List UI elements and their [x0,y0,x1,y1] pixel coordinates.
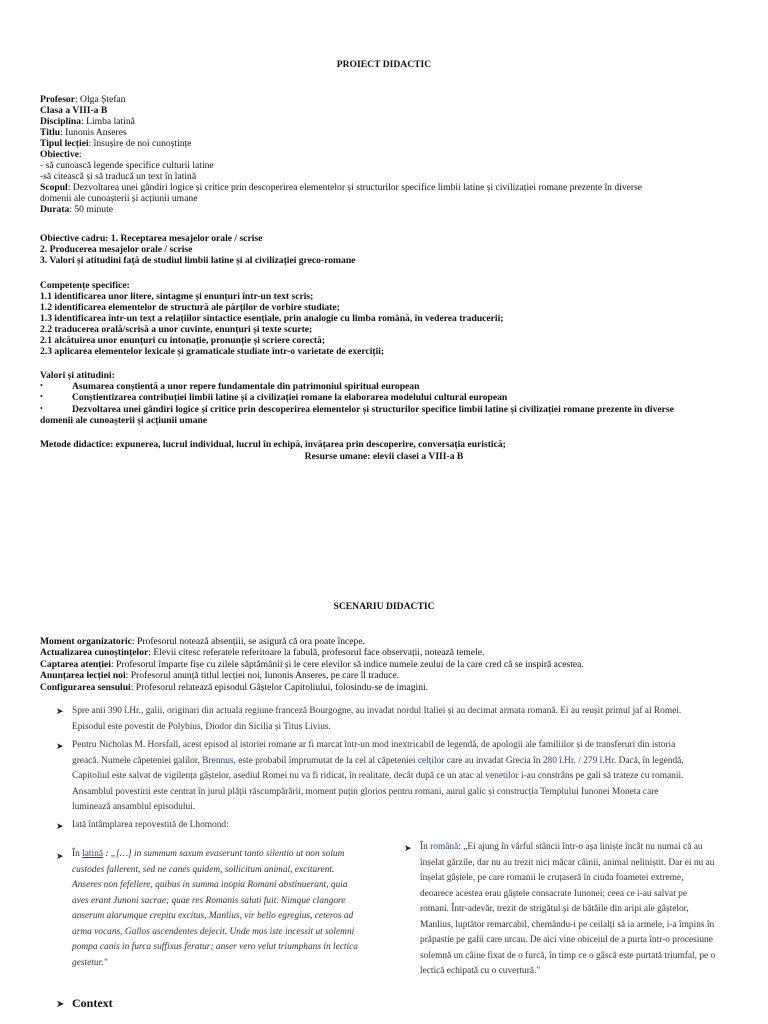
arrow-bullet-icon: ➤ [56,741,64,751]
romana-line: Manlius, luptător remarcabil, chemându-i pe ceilalți să ia armele, i-a împins în [420,919,715,930]
romana-line: În română: „Ei ajung în vârful stâncii într-o așa liniște încât nu numai că au [420,842,703,852]
paragraph-lhomond: Iată întâmplarea repovestită de Lhomond: [72,820,229,830]
obiective-cadru-line: 2. Producerea mesajelor orale / scrise [40,244,193,255]
latin-line: pompa canis in furca suffixus feratur; anser vero velut triumphans in lectica [72,942,358,952]
romanian-text [420,840,765,980]
valori-heading: Valori și atitudini: [40,370,115,381]
paragraph-line: greacă. Numele căpeteniei galilor, Brennus, este probabil împrumutat de la cel al căpeteniei celților care au invadat Grecia în 280 î.Hr. / 279 î.Hr. Dacă, în legendă, [72,755,684,766]
section-title: SCENARIU DIDACTIC [333,601,435,612]
header-label: Tipul lecției [40,138,89,149]
header-label: Obiective [40,149,79,160]
header-label: Durata [40,204,70,215]
arrow-bullet-icon: ➤ [56,851,64,861]
latina-link[interactable]: latină [82,849,103,859]
page-title: PROIECT DIDACTIC [336,59,432,70]
veneti-link[interactable]: venetilor [485,771,519,781]
bullet-icon: • [40,392,43,401]
romana-link[interactable]: română [430,842,459,852]
moment-value: : Profesorul împarte fișe cu zilele săptămânii și le cere elevilor să indice numele zeului de la care cred că se inspiră acestea. [110,659,584,670]
header-label: Clasa a VIII-a B [40,105,108,116]
header-label: Scopul [40,182,68,193]
romana-line: deoarece acestea erau gâștele consacrate Iunonei; ceea ce i-au salvat pe [420,888,688,899]
metode-value: : expunerea, lucrul individual, lucrul în echipă, învățarea prin descoperire, conversația euristică; [110,439,506,450]
latin-line: gestetur." [72,957,108,968]
moment-label: Anunțarea lecției noi [40,670,126,681]
paragraph-line: Capitoliul este salvat de vigilența gâștelor, asediul Romei nu va fi ridicat, în realitate, decât după ce un atac al venetilor i-au constrâns pe gali să trateze cu romanii. [72,771,684,781]
arrow-bullet-icon: ➤ [404,843,412,853]
paragraph-line: Spre anii 390 î.Hr., galii, originari din actuala regiune franceză Bourgogne, au invadat nordul Italiei și au decimat armata romană. Ei au reușit primul jaf al Romei. [72,706,682,716]
latin-line: Anseres non fefellere, quibus in summa inopia Romani abstinuerant, quia [72,880,348,890]
paragraph-horsfall [72,738,762,816]
metode-label: Metode didactice [40,439,111,450]
context-heading: Context [72,996,113,1010]
competenta-item: 1.3 identificarea într-un text a relațiilor sintactice esențiale, prin analogie cu limba română, în vederea traducerii; [40,313,504,324]
latin-line: În latină : „[…] in summum saxum evaserunt tanto silentio ut non solum [72,849,345,859]
metode-didactice [40,439,740,450]
valori-item-cont: domenii ale cunoașterii și acțiunii umane [40,415,208,426]
header-value: : Limba latină [81,116,135,127]
romana-line: lectică echipată cu o cuvertură." [420,966,541,976]
moment-value: : Profesorul notează absențiii, se asigură că ora poate începe. [131,636,366,647]
competenta-item: 2.3 aplicarea elementelor lexicale și gramaticale studiate într-o varietate de exerciții; [40,346,385,357]
romana-line: solemnă un câine fixat de o furcă, în timp ce o gâscă este purtată triumfal, pe o [420,950,716,961]
moment-label: Configurarea sensului [40,682,131,693]
moment-label: Moment organizatoric [40,636,132,647]
competenta-item: 2.1 alcătuirea unor enunțuri cu intonație, pronunție și scriere corectă; [40,335,326,346]
latin-line: aves erant Junoni sacrae; quae res Romanis saluti fuit. Nimque clangore [72,895,346,906]
arrow-bullet-icon: ➤ [56,706,64,716]
resurse-umane: Resurse umane: elevii clasei a VIII-a B [304,451,464,462]
arrow-bullet-icon: ➤ [56,999,65,1010]
competenta-item: 1.2 identificarea elementelor de structură ale părților de vorbire studiate; [40,302,340,313]
header-label: Titlu [40,127,61,138]
valori-item: Asumarea conștientă a unor repere fundamentale din patrimoniul spiritual european [72,381,420,392]
valori-item: Dezvoltarea unei gândiri logice și critice prin descoperirea elementelor și structurilor specifice limbii latine și civilizației romane prezente în diverse [72,404,674,415]
bullet-icon: • [40,381,43,390]
latin-line: arma vocans, Gallos ascendentes dejecit. Unde mos iste incessit ut solemni [72,926,355,937]
year-279-link[interactable]: 279 î.Hr. [583,755,617,766]
paragraph-line: Episodul este povestit de Polybius, Diodor din Sicilia și Titus Livius. [72,721,331,732]
romana-line: romani. Într-adevăr, trezit de strigătul și de bătăile din aripi ale gâștelor, [420,904,689,914]
header-value: domenii ale cunoașterii și acțiunii umane [40,193,198,204]
obiective-cadru-line: 3. Valori și atitudini față de studiul limbii latine și al civilizației greco-romane [40,255,356,266]
paragraph-line: luminează ansamblul episodului. [72,802,196,812]
header-value: - să cunoască legende specifice culturii latine [40,160,214,171]
moment-value: : Profesorul relatează episodul Gâștelor Capitoliului, folosindu-se de imagini. [130,682,429,693]
header-label: Disciplina [40,116,82,127]
moment-label: Captarea atenției [40,659,111,670]
header-value: : Dezvoltarea unei gândiri logice și critice prin descoperirea elementelor și structurilor specifice limbii latine și civilizației romane prezente în diverse [67,182,643,193]
latin-line: anserum alarumque crepitu excitus, Manlius, vir bello egregius, ceteros ad [72,911,354,921]
paragraph-history [72,704,762,735]
latin-text [72,847,402,971]
arrow-bullet-icon: ➤ [56,821,64,831]
bullet-icon: • [40,404,43,413]
paragraph-line: Pentru Nicholas M. Horsfall, acest episod al istoriei romane ar fi marcat într-un mod inextricabil de legendă, de apologii ale familiilor și de transferuri din istoria [72,740,676,750]
header-value: : însușire de noi cunoștințe [88,138,192,149]
header-value: : Iunonis Anseres [60,127,127,138]
celti-link[interactable]: celților [417,755,445,766]
valori-item: Conștientizarea contribuției limbii latine și a civilizației romane la elaborarea modelului cultural european [72,392,508,403]
header-value: : 50 minute [69,204,114,215]
obiective-cadru-line: Obiective cadru: 1. Receptarea mesajelor orale / scrise [40,233,263,244]
header-value: : Olga Ștefan [74,94,126,105]
header-value: : [78,149,82,160]
competente-heading: Competențe specifice: [40,280,130,291]
year-280-link[interactable]: 280 î.Hr. [542,755,576,766]
header-label: Profesor [40,94,75,105]
romana-line: înșelat gărzile, dar nu au trezit nici măcar câinii, animal neliniștit. Dar ei nu au [420,857,715,868]
brennus-link[interactable]: Brennus [202,755,234,766]
competenta-item: 2.2 traducerea orală/scrisă a unor cuvinte, enunțuri și texte scurte; [40,324,313,335]
latin-line: custodes fallerent, sed ne canes quidem, sollicitum animal, excitarent. [72,864,335,875]
romana-line: înșelat gâștele, pe care romanii le cruțaseră în ciuda foametei extreme, [420,873,684,883]
moment-label: Actualizarea cunoștințelor [40,647,149,658]
moment-value: : Elevii citesc referatele referitoare la fabulă, profesorul face observații, notează temele. [148,647,485,658]
paragraph-line: Ansamblul povestirii este centrat în jurul plății răscumpărării, moment puțin glorios pentru romani, aurul galic și construcția Templului Iunonei Moneta care [72,786,659,797]
romana-line: prăpastie pe galii care urcau. De aici vine obiceiul de a purta într-o procesiune [420,935,713,945]
header-value: -să citească și să traducă un text în latină [40,171,197,182]
moment-value: : Profesorul anunță titlul lecției noi, Iunonis Anseres, pe care îl traduce. [125,670,399,681]
competenta-item: 1.1 identificarea unor litere, sintagme și enunțuri într-un text scris; [40,291,314,302]
